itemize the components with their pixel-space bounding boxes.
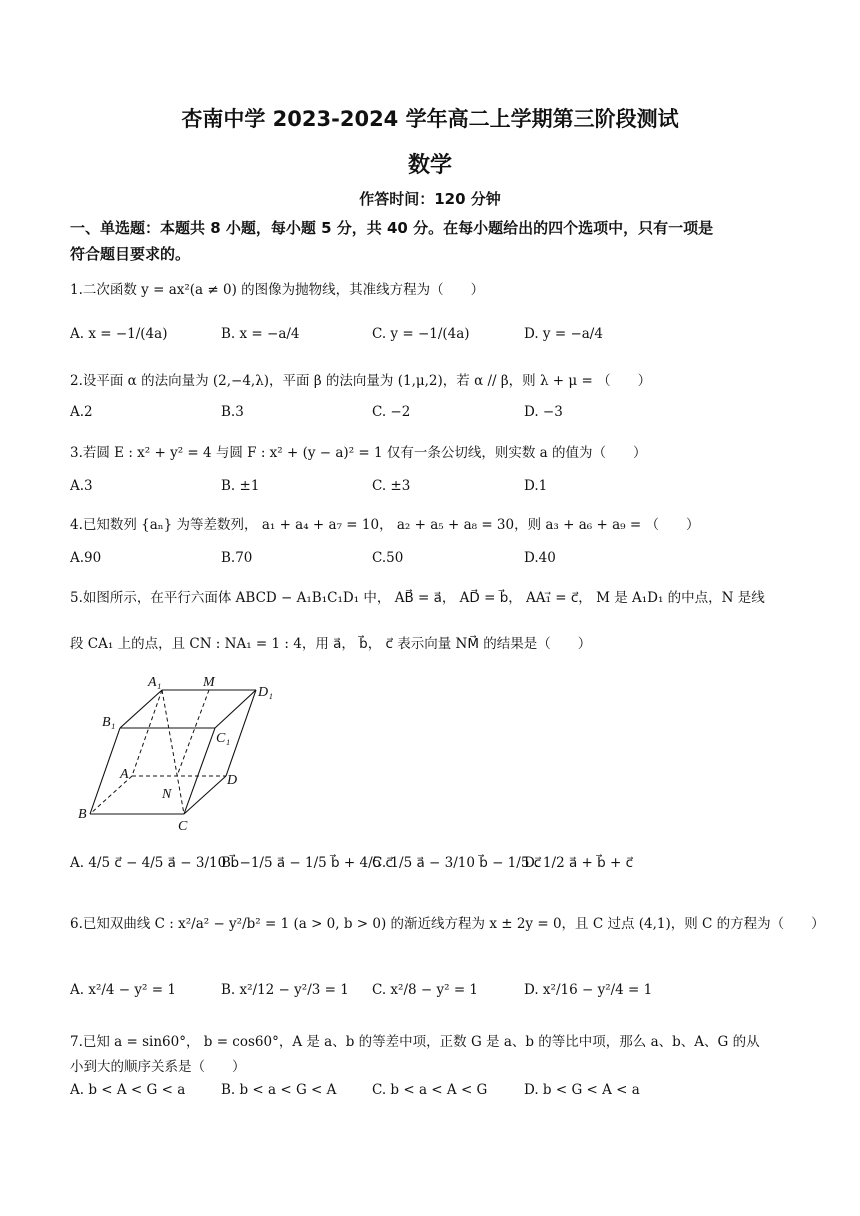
subject-title: 数学 bbox=[407, 153, 452, 178]
q7-option-d: D. b < G < A < a bbox=[524, 1082, 640, 1098]
q6-option-d: D. x²/16 − y²/4 = 1 bbox=[524, 982, 653, 998]
label-a: A bbox=[120, 767, 129, 782]
q4-option-a: A.90 bbox=[70, 550, 102, 566]
question-7-stem-line1: 7.已知 a = sin60°， b = cos60°，A 是 a、b 的等差中项，正数 G 是 a、b 的等比中项，那么 a、b、A、G 的从 bbox=[70, 1034, 760, 1050]
question-5-stem-line1: 5.如图所示，在平行六面体 ABCD − A₁B₁C₁D₁ 中， AB⃗ = a⃗， AD⃗ = b⃗， AA₁⃗ = c⃗， M 是 A₁D₁ 的中点，N 是线 bbox=[70, 590, 765, 606]
label-a1: A₁ bbox=[148, 675, 162, 690]
q3-option-b: B. ±1 bbox=[221, 478, 260, 494]
time-limit: 作答时间：120 分钟 bbox=[359, 190, 501, 208]
q3-option-d: D.1 bbox=[524, 478, 548, 494]
q6-option-a: A. x²/4 − y² = 1 bbox=[70, 982, 176, 998]
label-d1: D₁ bbox=[258, 685, 273, 700]
label-c: C bbox=[178, 819, 188, 834]
label-m: M bbox=[203, 675, 215, 690]
q4-option-c: C.50 bbox=[372, 550, 404, 566]
label-b1: B₁ bbox=[102, 715, 116, 730]
q1-option-b: B. x = −a/4 bbox=[221, 326, 300, 342]
q1-option-a: A. x = −1/(4a) bbox=[70, 326, 168, 342]
q3-option-c: C. ±3 bbox=[372, 478, 411, 494]
parallelepiped-figure bbox=[70, 668, 290, 838]
q5-option-b: B. −1/5 a⃗ − 1/5 b⃗ + 4/5 c⃗ bbox=[221, 855, 393, 871]
q2-option-b: B.3 bbox=[221, 404, 244, 420]
question-6-stem: 6.已知双曲线 C : x²/a² − y²/b² = 1 (a > 0, b > 0) 的渐近线方程为 x ± 2y = 0，且 C 过点 (4,1)，则 C 的方程为（ ） bbox=[70, 916, 825, 932]
q1-option-c: C. y = −1/(4a) bbox=[372, 326, 470, 342]
q2-option-c: C. −2 bbox=[372, 404, 411, 420]
q2-option-d: D. −3 bbox=[524, 404, 563, 420]
figure-hidden-edges bbox=[90, 690, 226, 814]
q4-option-d: D.40 bbox=[524, 550, 556, 566]
question-1-stem: 1.二次函数 y = ax²(a ≠ 0) 的图像为抛物线，其准线方程为（ ） bbox=[70, 282, 485, 298]
figure-solid-edges bbox=[90, 690, 256, 814]
label-n: N bbox=[162, 787, 172, 802]
q5-option-d: D. 1/2 a⃗ + b⃗ + c⃗ bbox=[524, 855, 633, 871]
question-5-stem-line2: 段 CA₁ 上的点，且 CN : NA₁ = 1 : 4，用 a⃗， b⃗， c⃗ 表示向量 NM⃗ 的结果是（ ） bbox=[70, 636, 592, 652]
q5-option-a: A. 4/5 c⃗ − 4/5 a⃗ − 3/10 b⃗ bbox=[70, 855, 240, 871]
q7-option-a: A. b < A < G < a bbox=[70, 1082, 186, 1098]
question-3-stem: 3.若圆 E : x² + y² = 4 与圆 F : x² + (y − a)² = 1 仅有一条公切线，则实数 a 的值为（ ） bbox=[70, 445, 647, 461]
question-4-stem: 4.已知数列 {aₙ} 为等差数列， a₁ + a₄ + a₇ = 10， a₂ + a₅ + a₈ = 30，则 a₃ + a₆ + a₉ = （ ） bbox=[70, 517, 700, 533]
label-d: D bbox=[227, 773, 238, 788]
exam-title: 杏南中学 2023-2024 学年高二上学期第三阶段测试 bbox=[181, 107, 679, 131]
q4-option-b: B.70 bbox=[221, 550, 253, 566]
q7-option-c: C. b < a < A < G bbox=[372, 1082, 488, 1098]
section-heading-line2: 符合题目要求的。 bbox=[70, 245, 191, 263]
question-2-stem: 2.设平面 α 的法向量为 (2,−4,λ)，平面 β 的法向量为 (1,μ,2)，若 α // β，则 λ + μ = （ ） bbox=[70, 373, 652, 389]
question-7-stem-line2: 小到大的顺序关系是（ ） bbox=[70, 1059, 246, 1075]
q6-option-b: B. x²/12 − y²/3 = 1 bbox=[221, 982, 349, 998]
q6-option-c: C. x²/8 − y² = 1 bbox=[372, 982, 479, 998]
q3-option-a: A.3 bbox=[70, 478, 93, 494]
label-b: B bbox=[78, 807, 87, 822]
q7-option-b: B. b < a < G < A bbox=[221, 1082, 337, 1098]
section-heading-line1: 一、单选题：本题共 8 小题，每小题 5 分，共 40 分。在每小题给出的四个选项中，只有一项是 bbox=[70, 219, 714, 237]
q2-option-a: A.2 bbox=[70, 404, 93, 420]
q5-option-c: C. 1/5 a⃗ − 3/10 b⃗ − 1/5 c⃗ bbox=[372, 855, 542, 871]
label-c1: C₁ bbox=[216, 731, 231, 746]
q1-option-d: D. y = −a/4 bbox=[524, 326, 603, 342]
